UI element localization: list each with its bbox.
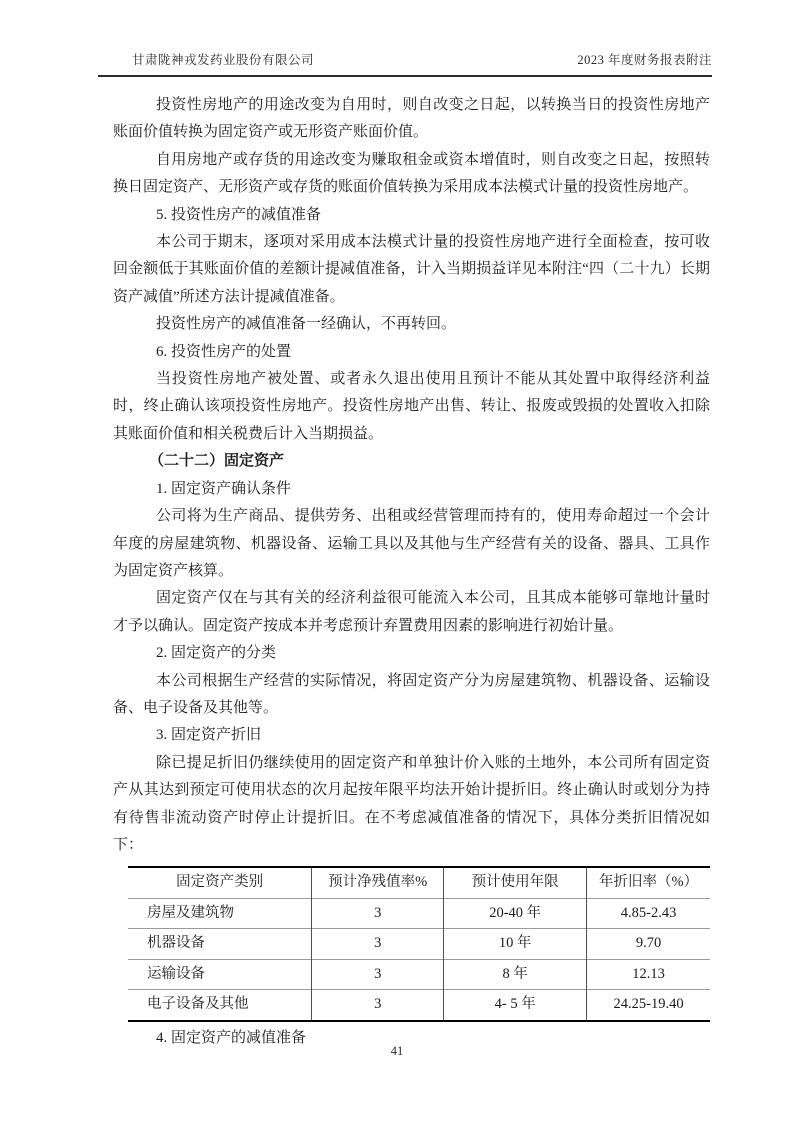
table-cell: 3 [312,990,444,1021]
depreciation-table-wrap [128,866,710,1022]
paragraph: 本公司于期末，逐项对采用成本法模式计量的投资性房地产进行全面检查，按可收回金额低于其账面价值的差额计提减值准备，计入当期损益详见本附注“四（二十九）长期资产减值”所述方法计提减值准备。 [113,234,710,305]
table-header-row [128,867,710,898]
paragraph: 5. 投资性房产的减值准备 [156,206,322,223]
table-cell: 3 [312,898,444,929]
table-cell: 3 [312,929,444,960]
table-cell: 10 年 [444,929,587,960]
paragraph: 投资性房产的减值准备一经确认，不再转回。 [156,316,457,333]
table-cell: 24.25-19.40 [587,990,710,1021]
table-cell: 8 年 [444,959,587,990]
paragraph: 除已提足折旧仍继续使用的固定资产和单独计价入账的土地外，本公司所有固定资产从其达到预定可使用状态的次月起按年限平均法开始计提折旧。终止确认时或划分为持有待售非流动资产时停止计提折旧。在不考虑减值准备的情况下，具体分类折旧情况如下： [113,754,710,853]
table-row [128,929,710,960]
table-cell: 电子设备及其他 [128,990,312,1021]
company-name: 甘肃陇神戎发药业股份有限公司 [132,53,315,67]
paragraph: 本公司根据生产经营的实际情况，将固定资产分为房屋建筑物、机器设备、运输设备、电子设备及其他等。 [113,672,710,716]
page-number: 41 [390,1044,404,1058]
page-header [98,50,712,77]
paragraph: 6. 投资性房产的处置 [156,343,292,360]
table-cell: 4.85-2.43 [587,898,710,929]
table-header-cell: 年折旧率（%） [587,867,710,898]
section-heading: （二十二）固定资产 [149,453,285,470]
paragraph: 投资性房地产的用途改变为自用时，则自改变之日起，以转换当日的投资性房地产账面价值转换为固定资产或无形资产账面价值。 [113,97,710,141]
table-header-cell: 预计净残值率% [312,867,444,898]
paragraph: 自用房地产或存货的用途改变为赚取租金或资本增值时，则自改变之日起，按照转换日固定资产、无形资产或存货的账面价值转换为采用成本法模式计量的投资性房地产。 [113,151,710,196]
paragraph: 1. 固定资产确认条件 [156,480,292,497]
table-row [128,898,710,929]
paragraph: 3. 固定资产折旧 [156,727,262,744]
page-footer [0,1044,794,1059]
table-cell: 3 [312,959,444,990]
table-header-cell: 固定资产类别 [176,874,264,891]
table-header-cell: 预计使用年限 [444,867,587,898]
paragraph: 4. 固定资产的减值准备 [156,1029,307,1046]
paragraph: 固定资产仅在与其有关的经济利益很可能流入本公司，且其成本能够可靠地计量时才予以确认。固定资产按成本并考虑预计弃置费用因素的影响进行初始计量。 [113,590,710,634]
document-body [113,92,710,1052]
table-row [128,959,710,990]
table-cell: 运输设备 [128,959,312,990]
paragraph: 当投资性房地产被处置、或者永久退出使用且预计不能从其处置中取得经济利益时，终止确认该项投资性房地产。投资性房地产出售、转让、报废或毁损的处置收入扣除其账面价值和相关税费后计入当期损益。 [113,371,710,442]
table-cell: 4- 5 年 [444,990,587,1021]
report-title: 2023 年度财务报表附注 [577,53,712,67]
table-cell: 机器设备 [128,929,312,960]
table-row [128,990,710,1021]
table-cell: 12.13 [587,959,710,990]
paragraph: 2. 固定资产的分类 [156,645,277,662]
paragraph: 公司将为生产商品、提供劳务、出租或经营管理而持有的，使用寿命超过一个会计年度的房屋建筑物、机器设备、运输工具以及其他与生产经营有关的设备、器具、工具作为固定资产核算。 [113,508,710,579]
table-cell: 房屋及建筑物 [128,898,312,929]
table-cell: 20-40 年 [444,898,587,929]
depreciation-table [128,866,710,1022]
table-cell: 9.70 [587,929,710,960]
